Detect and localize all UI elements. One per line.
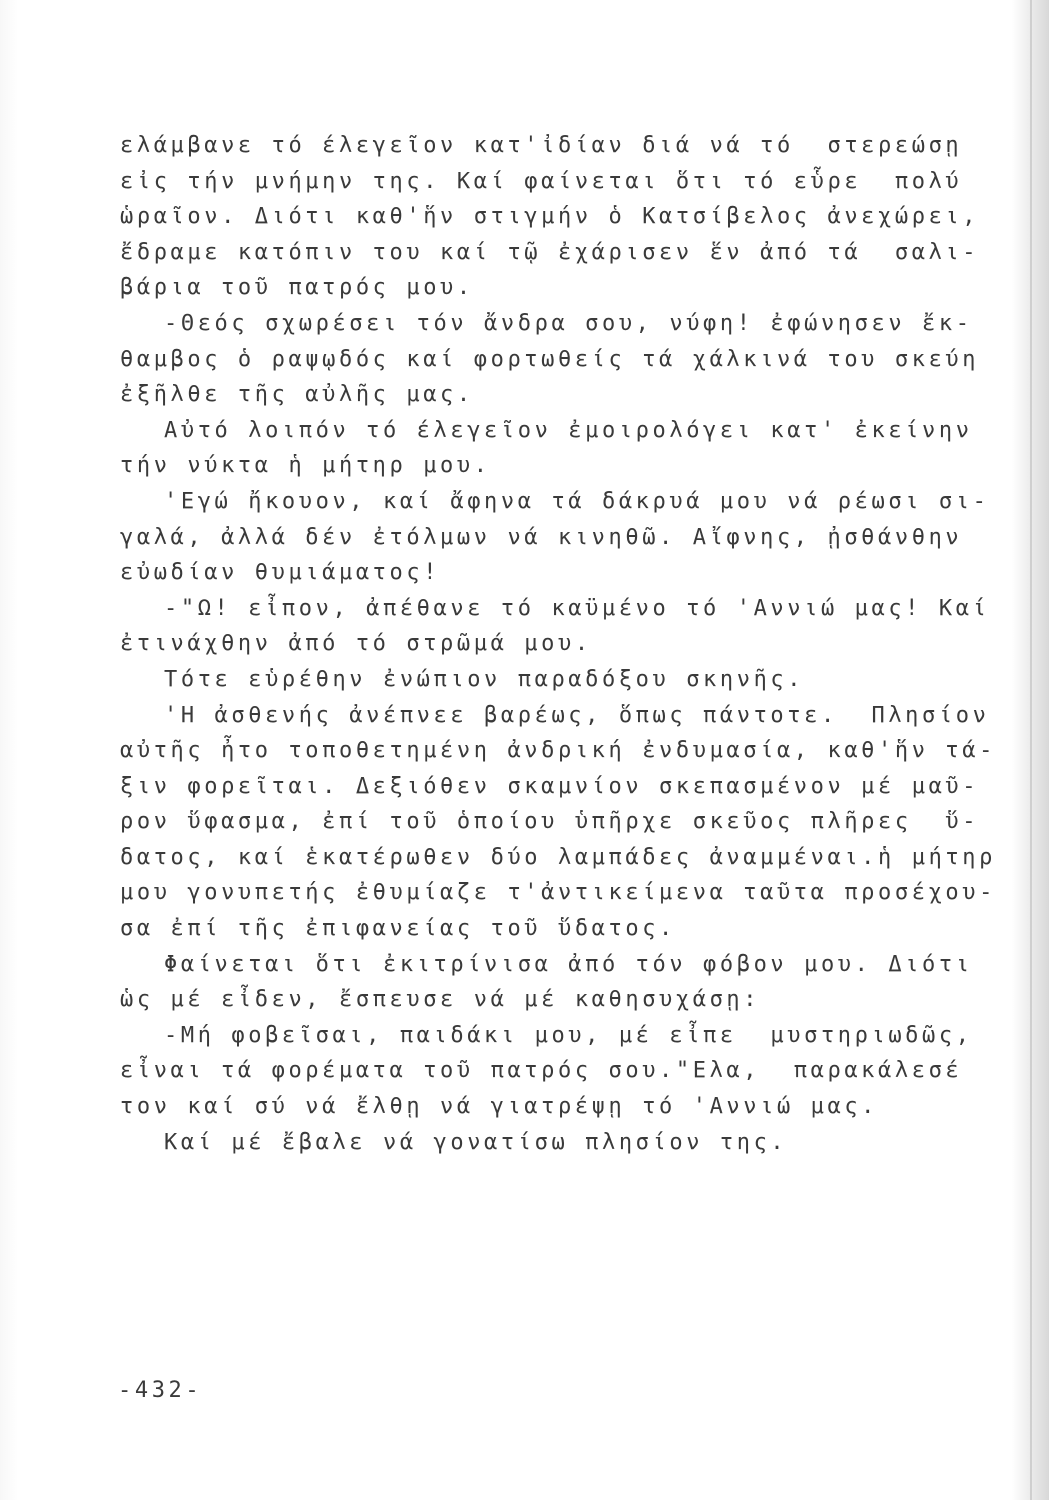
text-line: εὐωδίαν θυμιάματος! xyxy=(120,560,441,586)
text-line: ὡς μέ εἶδεν, ἔσπευσε νά μέ καθησυχάσῃ: xyxy=(120,987,761,1013)
text-line: -Θεός σχωρέσει τόν ἄνδρα σου, νύφη! ἐφώνησεν ἔκ- xyxy=(164,310,973,336)
text-line: αὐτῆς ἦτο τοποθετημένη ἀνδρική ἐνδυμασία, καθ'ἥν τά- xyxy=(120,738,996,764)
text-line: Καί μέ ἔβαλε νά γονατίσω πλησίον της. xyxy=(164,1129,788,1155)
text-line: Τότε εὑρέθην ἐνώπιον παραδόξου σκηνῆς. xyxy=(164,666,805,692)
text-line: ἐτινάχθην ἀπό τό στρῶμά μου. xyxy=(120,631,592,657)
text-line: 'Η ἀσθενής ἀνέπνεε βαρέως, ὅπως πάντοτε. Πλησίον xyxy=(164,702,990,728)
text-line: -Μή φοβεῖσαι, παιδάκι μου, μέ εἶπε μυστηριωδῶς, xyxy=(164,1022,973,1048)
text-line: τον καί σύ νά ἔλθῃ νά γιατρέψῃ τό 'Αννιώ μας. xyxy=(120,1094,879,1120)
page-number: -432- xyxy=(118,1378,203,1403)
text-line: ελάμβανε τό έλεγεῖον κατ'ἰδίαν διά νά τό στερεώσῃ xyxy=(120,133,963,158)
text-line: ἐξῆλθε τῆς αὐλῆς μας. xyxy=(120,382,474,408)
page-binding-edge xyxy=(1030,0,1032,1500)
text-line: ξιν φορεῖται. Δεξιόθεν σκαμνίον σκεπασμένον μέ μαῦ- xyxy=(120,773,980,799)
body-text xyxy=(120,128,1020,1160)
text-line: θαμβος ὁ ραψῳδός καί φορτωθείς τά χάλκινά του σκεύη xyxy=(120,346,980,372)
text-line: τήν νύκτα ἡ μήτηρ μου. xyxy=(120,453,491,479)
text-line: ρον ὕφασμα, ἐπί τοῦ ὁποίου ὑπῆρχε σκεῦος πλῆρες ὕ- xyxy=(120,809,980,835)
text-line: εἰς τήν μνήμην της. Καί φαίνεται ὅτι τό εὗρε πολύ xyxy=(120,168,963,194)
text-line: 'Εγώ ἤκουον, καί ἄφηνα τά δάκρυά μου νά ρέωσι σι- xyxy=(164,488,990,514)
text-line: γαλά, ἀλλά δέν ἐτόλμων νά κινηθῶ. Αἴφνης, ᾐσθάνθην xyxy=(120,524,963,550)
text-line: δατος, καί ἑκατέρωθεν δύο λαμπάδες ἀναμμέναι.ἡ μήτηρ xyxy=(120,844,996,870)
text-line: βάρια τοῦ πατρός μου. xyxy=(120,275,474,301)
text-line: εἶναι τά φορέματα τοῦ πατρός σου."Ελα, παρακάλεσέ xyxy=(120,1058,963,1084)
text-line: Φαίνεται ὅτι ἐκιτρίνισα ἀπό τόν φόβον μου. Διότι xyxy=(164,951,973,977)
text-line: -"Ω! εἶπον, ἀπέθανε τό καϋμένο τό 'Αννιώ μας! Καί xyxy=(164,595,990,621)
text-line: σα ἐπί τῆς ἐπιφανείας τοῦ ὕδατος. xyxy=(120,916,676,942)
text-line: Αὐτό λοιπόν τό έλεγεῖον ἐμοιρολόγει κατ' ἐκείνην xyxy=(164,417,973,443)
text-line: ὡραῖον. Διότι καθ'ἥν στιγμήν ὁ Κατσίβελος ἀνεχώρει, xyxy=(120,204,980,230)
text-line: μου γονυπετής ἐθυμίαζε τ'ἀντικείμενα ταῦτα προσέχου- xyxy=(120,880,996,906)
text-line: ἔδραμε κατόπιν του καί τῷ ἐχάρισεν ἕν ἀπό τά σαλι- xyxy=(120,239,980,265)
